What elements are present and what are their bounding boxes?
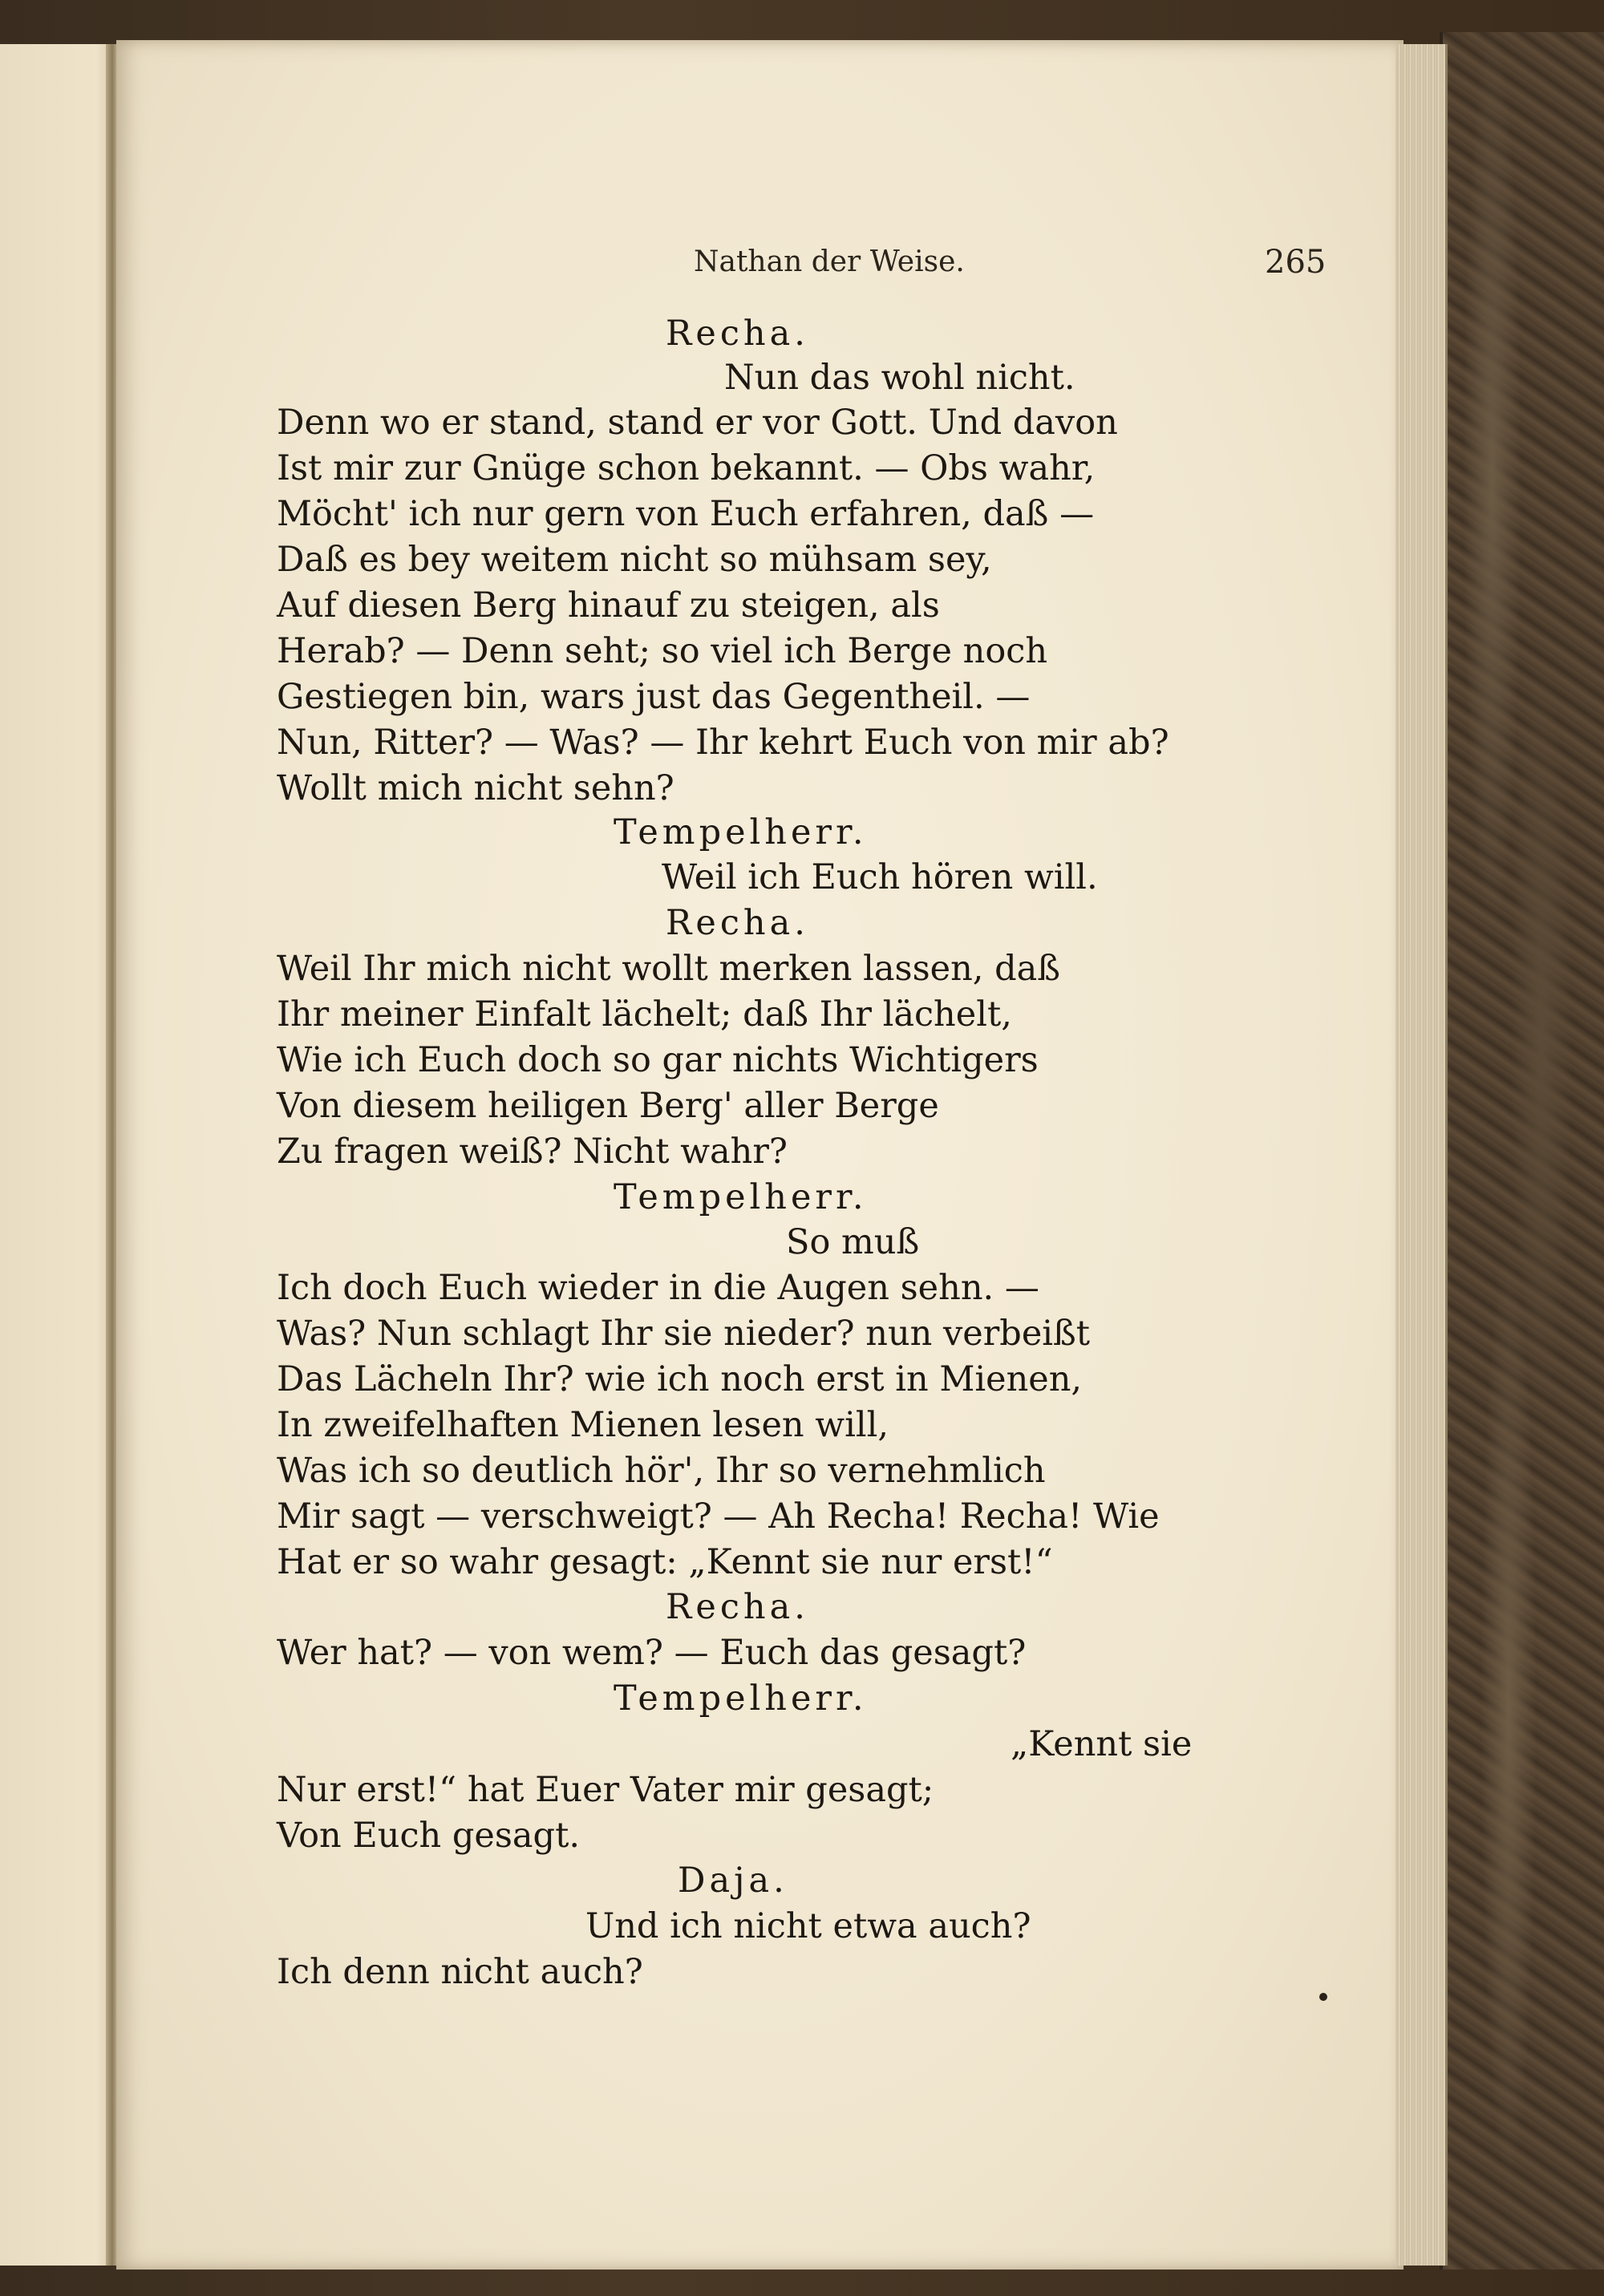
- page-edges: [1395, 44, 1448, 2266]
- text-line: Mir sagt — verschweigt? — Ah Recha! Recha! Wie: [277, 1496, 1160, 1537]
- text-line: Denn wo er stand, stand er vor Gott. Und davon: [277, 403, 1118, 443]
- text-line: Herab? — Denn seht; so viel ich Berge noch: [277, 631, 1048, 671]
- text-line: Auf diesen Berg hinauf zu steigen, als: [277, 585, 940, 626]
- text-line: Weil ich Euch hören will.: [662, 857, 1098, 897]
- marbled-cover-board: [1440, 32, 1604, 2270]
- speaker-heading: Tempelherr.: [614, 812, 868, 852]
- text-line: Von Euch gesagt.: [277, 1816, 581, 1856]
- running-head: Nathan der Weise.: [694, 245, 965, 278]
- text-line: Hat er so wahr gesagt: „Kennt sie nur erst!“: [277, 1542, 1053, 1582]
- text-line: „Kennt sie: [1011, 1724, 1193, 1764]
- text-line: Nur erst!“ hat Euer Vater mir gesagt;: [277, 1770, 934, 1810]
- text-line: Ihr meiner Einfalt lächelt; daß Ihr lächelt,: [277, 994, 1012, 1035]
- text-line: Was ich so deutlich hör', Ihr so vernehmlich: [277, 1451, 1046, 1491]
- facing-page-edge: [0, 44, 120, 2266]
- speaker-heading: Recha.: [666, 1587, 809, 1627]
- text-line: So muß: [786, 1222, 920, 1262]
- speaker-heading: Tempelherr.: [614, 1678, 868, 1719]
- text-line: In zweifelhaften Mienen lesen will,: [277, 1405, 889, 1445]
- text-line: Und ich nicht etwa auch?: [585, 1906, 1031, 1946]
- book-page: [116, 40, 1404, 2270]
- speaker-heading: Daja.: [678, 1861, 788, 1901]
- text-line: Weil Ihr mich nicht wollt merken lassen, daß: [277, 949, 1061, 989]
- text-line: Wer hat? — von wem? — Euch das gesagt?: [277, 1633, 1027, 1673]
- page-number: 265: [1265, 244, 1327, 281]
- text-line: Von diesem heiligen Berg' aller Berge: [277, 1086, 939, 1126]
- text-line: Daß es bey weitem nicht so mühsam sey,: [277, 540, 992, 580]
- speaker-heading: Tempelherr.: [614, 1177, 868, 1217]
- text-line: Möcht' ich nur gern von Euch erfahren, daß —: [277, 494, 1095, 534]
- text-line: Ich denn nicht auch?: [277, 1952, 643, 1992]
- ink-mark: [1319, 1993, 1327, 2001]
- text-line: Was? Nun schlagt Ihr sie nieder? nun verbeißt: [277, 1314, 1091, 1354]
- text-line: Wollt mich nicht sehn?: [277, 768, 674, 808]
- text-line: Gestiegen bin, wars just das Gegentheil. —: [277, 677, 1031, 717]
- text-line: Das Lächeln Ihr? wie ich noch erst in Mienen,: [277, 1359, 1083, 1399]
- text-line: Ist mir zur Gnüge schon bekannt. — Obs wahr,: [277, 448, 1096, 488]
- text-line: Nun, Ritter? — Was? — Ihr kehrt Euch von mir ab?: [277, 723, 1169, 763]
- speaker-heading: Recha.: [666, 903, 809, 943]
- text-line: Zu fragen weiß? Nicht wahr?: [277, 1132, 788, 1172]
- speaker-heading: Recha.: [666, 314, 809, 354]
- text-line: Ich doch Euch wieder in die Augen sehn. —: [277, 1268, 1039, 1308]
- text-line: Nun das wohl nicht.: [724, 358, 1075, 398]
- text-line: Wie ich Euch doch so gar nichts Wichtigers: [277, 1040, 1039, 1080]
